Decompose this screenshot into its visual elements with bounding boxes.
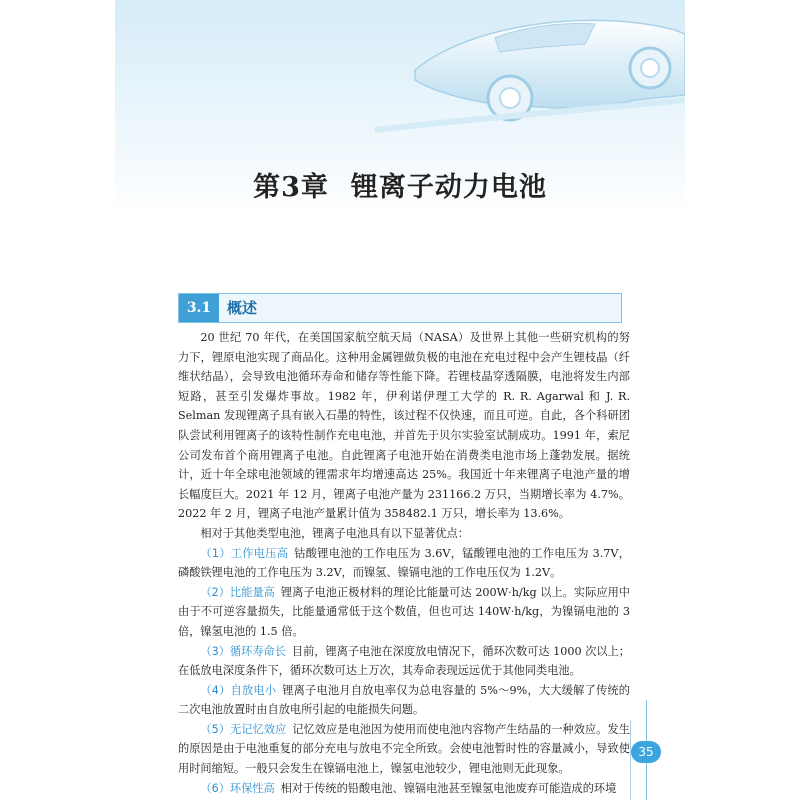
page-number: 35 <box>631 741 661 763</box>
section-number: 3.1 <box>179 294 219 322</box>
chapter-title <box>0 165 800 204</box>
advantage-text: 记忆效应是电池因为使用而使电池内容物产生结晶的一种效应。发生的原因是由于电池重复的部分充电与放电不完全所致。会使电池暂时性的容量减小，导致使用时间缩短。一般只会发生在镍镉电池上，镍氢电池较少，锂电池则无此现象。 <box>178 722 630 776</box>
advantage-item <box>178 779 630 799</box>
paragraph-intro: 20 世纪 70 年代，在美国国家航空航天局（NASA）及世界上其他一些研究机构的努力下，锂原电池实现了商品化。这种用金属锂做负极的电池在充电过程中会产生锂枝晶（纤维状结晶），会导致电池循环寿命和储存等性能下降。若锂枝晶穿透隔膜，电池将发生内部短路，甚至引发爆炸事故。1982 年，伊利诺伊理工大学的 R. R. Agarwal 和 J. R. Selman 发现锂离子具有嵌入石墨的特性，该过程不仅快速，而且可逆。自此，各个科研团队尝试利用锂离子的该特性制作充电电池，并首先于贝尔实验室试制成功。1991 年，索尼公司发布首个商用锂离子电池。自此锂离子电池开始在消费类电池市场上蓬勃发展。据统计，近十年全球电池领域的锂需求年均增速高达 25%。我国近十年来锂离子电池产量的增长幅度巨大。2021 年 12 月，锂离子电池产量为 231166.2 万只，当期增长率为 4.7%。2022 年 2 月，锂离子电池产量累计值为 358482.1 万只，增长率为 13.6%。 <box>178 331 630 521</box>
advantage-label: （3）循环寿命长 <box>200 644 286 658</box>
paragraph-advantages-lead: 相对于其他类型电池，锂离子电池具有以下显著优点： <box>200 526 469 540</box>
advantage-label: （1）工作电压高 <box>200 546 289 560</box>
advantage-text: 锂离子电池正极材料的理论比能量可达 200W·h/kg 以上。实际应用中由于不可逆容量损失，比能量通常低于这个数值，但也可达 140W·h/kg，为镍镉电池的 3 倍，镍氢电池的 1.5 倍。 <box>178 585 630 638</box>
advantage-item <box>178 681 630 720</box>
chapter-name: 锂离子动力电池 <box>350 172 547 203</box>
section-header <box>178 293 622 323</box>
advantage-text: 目前，锂离子电池在深度放电情况下，循环次数可达 1000 次以上；在低放电深度条件下，循环次数可达上万次，其寿命表现远远优于其他同类电池。 <box>178 644 630 678</box>
section-title: 概述 <box>227 299 258 317</box>
decorative-line <box>630 720 631 800</box>
advantage-text: 锂离子电池月自放电率仅为总电容量的 5%～9%，大大缓解了传统的二次电池放置时由自放电所引起的电能损失问题。 <box>178 683 630 717</box>
advantage-label: （4）自放电小 <box>200 683 277 697</box>
advantage-text: 钴酸锂电池的工作电压为 3.6V，锰酸锂电池的工作电压为 3.7V，磷酸铁锂电池的工作电压为 3.2V，而镍氢、镍镉电池的工作电压仅为 1.2V。 <box>178 546 630 580</box>
advantage-item <box>178 642 630 681</box>
advantage-text: 相对于传统的铅酸电池、镍镉电池甚至镍氢电池废弃可能造成的环境 <box>280 781 617 795</box>
advantage-item <box>178 720 630 779</box>
chapter-number: 第3章 <box>253 172 329 203</box>
advantage-item <box>178 544 630 583</box>
body-text <box>178 328 630 798</box>
advantage-label: （5）无记忆效应 <box>200 722 287 736</box>
advantage-label: （2）比能量高 <box>200 585 275 599</box>
advantage-item <box>178 583 630 642</box>
advantage-label: （6）环保性高 <box>200 781 275 795</box>
